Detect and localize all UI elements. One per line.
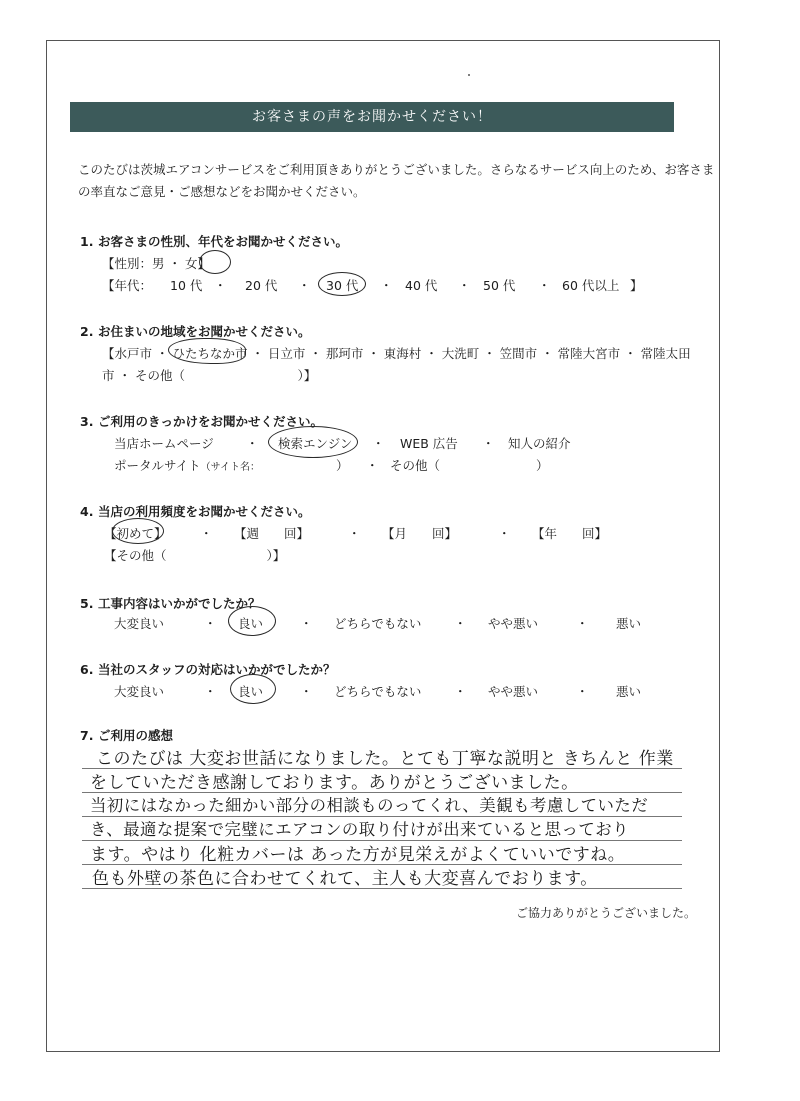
separator: ・ [366, 458, 379, 473]
separator: ・ [300, 616, 313, 631]
question-number: 4. [80, 504, 94, 519]
separator: ・ [576, 616, 589, 631]
question-5-heading [80, 594, 261, 612]
question-label: 工事内容はいかがでしたか？ [98, 596, 261, 611]
question-number: 7. [80, 728, 94, 743]
age-option-20[interactable]: 20 代 [245, 278, 278, 293]
handwritten-comment-line-3: 当初にはなかった細かい部分の相談ものってくれ、美観も考慮していただ [90, 796, 649, 815]
other-close: ） [536, 458, 549, 473]
gender-row [102, 254, 210, 272]
area-options-line-1[interactable]: 【水戸市 ・ ひたちなか市 ・ 日立市 ・ 那珂市 ・ 東海村 ・ 大洗町 ・ 笠間市 ・ 常陸大宮市 ・ 常陸太田 [102, 346, 691, 361]
handwritten-comment-line-5: ます。やはり 化粧カバーは あった方が見栄えがよくていいですね。 [90, 845, 626, 865]
selected-gender-circle [199, 250, 231, 274]
age-close: 】 [630, 278, 643, 293]
selected-frequency-circle [112, 518, 164, 544]
question-number: 3. [80, 414, 94, 429]
question-number: 6. [80, 662, 94, 677]
separator: ・ [300, 684, 313, 699]
rating-bad[interactable]: 悪い [616, 616, 642, 631]
survey-title: お客さまの声をお聞かせください！ [70, 102, 674, 132]
source-option-other[interactable]: その他（ [390, 458, 441, 473]
separator: ・ [372, 436, 385, 451]
separator: ・ [214, 278, 227, 293]
separator: ・ [454, 616, 467, 631]
separator: ・ [204, 616, 217, 631]
frequency-option-monthly[interactable]: 【月 回】 [382, 526, 458, 541]
separator: ・ [380, 278, 393, 293]
age-option-40[interactable]: 40 代 [405, 278, 438, 293]
rating-bad[interactable]: 悪い [616, 684, 642, 699]
age-option-30[interactable]: 30 代 [326, 278, 359, 293]
gender-option-male[interactable]: 男 [152, 256, 165, 271]
question-label: 当店の利用頻度をお聞かせください。 [98, 504, 311, 519]
source-option-referral[interactable]: 知人の紹介 [508, 436, 571, 451]
area-options-line-2[interactable]: 市 ・ その他（ ）】 [102, 368, 317, 383]
rating-very-good[interactable]: 大変良い [114, 616, 165, 631]
portal-site-name-label: （サイト名： [200, 462, 260, 473]
portal-close: ） [336, 458, 349, 473]
handwritten-comment-line-1: このたびは 大変お世話になりました。とても丁寧な説明と きちんと 作業 [96, 749, 674, 769]
selected-age-circle [318, 272, 366, 296]
separator: ・ [498, 526, 511, 541]
handwritten-comment-line-4: き、最適な提案で完璧にエアコンの取り付けが出来ていると思っており [90, 820, 630, 839]
separator: ・ [246, 436, 259, 451]
age-option-50[interactable]: 50 代 [483, 278, 516, 293]
rating-neutral[interactable]: どちらでもない [334, 616, 422, 631]
intro-line-1: このたびは茨城エアコンサービスをご利用頂きありがとうございました。さらなるサービス向上のため、お客さま [78, 162, 715, 177]
question-number: 2. [80, 324, 94, 339]
question-1-heading [80, 232, 348, 250]
rating-good[interactable]: 良い [238, 616, 264, 631]
separator: ・ [200, 526, 213, 541]
rating-good[interactable]: 良い [238, 684, 264, 699]
gender-label: 【性別： [102, 256, 153, 271]
handwritten-comment-line-2: をしていただき感謝しております。ありがとうございました。 [90, 773, 579, 793]
source-option-search-engine[interactable]: 検索エンジン [278, 436, 353, 451]
frequency-option-first-time[interactable]: 【初めて】 [104, 526, 167, 541]
source-row-2 [114, 456, 549, 474]
rating-neutral[interactable]: どちらでもない [334, 684, 422, 699]
separator: ・ [454, 684, 467, 699]
separator: ・ [168, 256, 182, 271]
separator: ・ [576, 684, 589, 699]
separator: ・ [298, 278, 311, 293]
selected-staff-rating-circle [230, 674, 276, 704]
question-label: お客さまの性別、年代をお聞かせください。 [98, 234, 349, 249]
scan-speck [468, 74, 470, 76]
question-label: お住まいの地域をお聞かせください。 [98, 324, 311, 339]
selected-work-rating-circle [228, 606, 276, 636]
source-option-web-ad[interactable]: WEB 広告 [400, 436, 458, 451]
question-7-heading [80, 726, 173, 744]
gender-close: 】 [197, 256, 211, 271]
rating-somewhat-bad[interactable]: やや悪い [488, 684, 539, 699]
age-option-60-plus[interactable]: 60 代以上 [562, 278, 620, 293]
source-option-homepage[interactable]: 当店ホームページ [114, 436, 214, 451]
separator: ・ [458, 278, 471, 293]
question-3-heading [80, 412, 323, 430]
question-4-heading [80, 502, 311, 520]
separator: ・ [348, 526, 361, 541]
age-row [102, 276, 643, 294]
source-row-1 [114, 434, 571, 452]
separator: ・ [482, 436, 495, 451]
selected-source-circle [268, 426, 358, 458]
question-label: ご利用のきっかけをお聞かせください。 [98, 414, 324, 429]
separator: ・ [204, 684, 217, 699]
frequency-option-other[interactable]: 【その他（ ）】 [104, 548, 286, 563]
work-rating-row [114, 614, 642, 632]
age-label: 【年代： [102, 278, 153, 293]
frequency-option-yearly[interactable]: 【年 回】 [532, 526, 608, 541]
separator: ・ [538, 278, 551, 293]
staff-rating-row [114, 682, 642, 700]
gender-option-female[interactable]: 女 [185, 256, 198, 271]
question-6-heading [80, 660, 336, 678]
rating-somewhat-bad[interactable]: やや悪い [488, 616, 539, 631]
question-number: 5. [80, 596, 94, 611]
source-option-portal[interactable]: ポータルサイト [114, 458, 201, 473]
handwritten-comment-line-6: 色も外壁の茶色に合わせてくれて、主人も大変喜んでおります。 [92, 869, 598, 889]
age-option-10[interactable]: 10 代 [170, 278, 203, 293]
question-label: ご利用の感想 [98, 728, 174, 743]
question-number: 1. [80, 234, 94, 249]
frequency-option-weekly[interactable]: 【週 回】 [234, 526, 310, 541]
closing-thanks: ご協力ありがとうございました。 [515, 906, 696, 920]
rating-very-good[interactable]: 大変良い [114, 684, 165, 699]
question-label: 当社のスタッフの対応はいかがでしたか？ [98, 662, 336, 677]
intro-line-2: の率直なご意見・ご感想などをお聞かせください。 [78, 184, 366, 199]
